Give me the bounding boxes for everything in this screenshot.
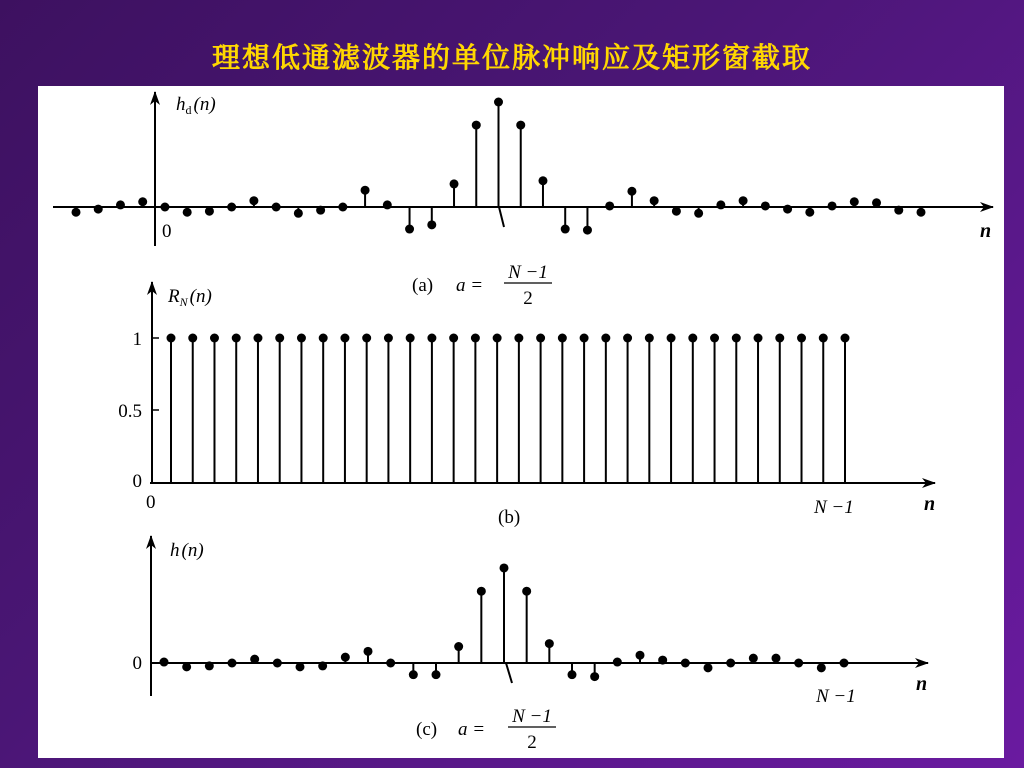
panel-a-point-16 bbox=[427, 220, 436, 229]
panel-c-point-19 bbox=[590, 672, 599, 681]
panel-b-point-6 bbox=[297, 334, 306, 343]
panel-b-point-14 bbox=[471, 334, 480, 343]
panel-a-center-tick bbox=[499, 207, 504, 227]
panel-a-point-0 bbox=[72, 208, 81, 217]
panel-a-point-36 bbox=[872, 198, 881, 207]
panel-c-ylabel-arg: (n) bbox=[181, 540, 204, 561]
panel-c-point-7 bbox=[318, 661, 327, 670]
panel-a-point-38 bbox=[917, 208, 926, 217]
panel-c-point-25 bbox=[726, 659, 735, 668]
panel-a-origin-label: 0 bbox=[162, 221, 172, 242]
panel-b-point-8 bbox=[340, 334, 349, 343]
panel-b-ytick-label-1: 1 bbox=[132, 329, 142, 350]
panel-a-point-32 bbox=[783, 205, 792, 214]
panel-b-point-2 bbox=[210, 334, 219, 343]
panel-a-point-15 bbox=[405, 225, 414, 234]
panel-a-ylabel-sub: d bbox=[185, 103, 192, 117]
panel-a-point-14 bbox=[383, 200, 392, 209]
panel-b-ytick-label-0: 0 bbox=[132, 471, 142, 492]
panel-a-point-26 bbox=[650, 196, 659, 205]
panel-a-point-24 bbox=[605, 201, 614, 210]
panel-b-point-20 bbox=[601, 334, 610, 343]
panel-b-point-12 bbox=[427, 334, 436, 343]
svg-text:RN(n) bbox=[167, 286, 212, 309]
svg-text:h(n) bbox=[170, 540, 204, 561]
panel-c-point-1 bbox=[182, 662, 191, 671]
figure-panel bbox=[38, 86, 1004, 758]
panel-b-point-15 bbox=[493, 334, 502, 343]
panel-a-point-25 bbox=[627, 187, 636, 196]
panel-b-point-17 bbox=[536, 334, 545, 343]
panel-b-point-27 bbox=[754, 334, 763, 343]
panel-a-point-1 bbox=[94, 205, 103, 214]
panel-c-caption-var: a = bbox=[458, 719, 486, 740]
panel-c-point-30 bbox=[840, 659, 849, 668]
panel-c-frac-den: 2 bbox=[527, 732, 537, 753]
panel-a-point-10 bbox=[294, 209, 303, 218]
panel-c-caption-tag: (c) bbox=[416, 719, 438, 740]
panel-b-origin-label: 0 bbox=[146, 492, 156, 513]
panel-b-point-16 bbox=[514, 334, 523, 343]
panel-a-xlabel: n bbox=[980, 220, 992, 242]
panel-c-point-21 bbox=[636, 651, 645, 660]
panel-a-point-3 bbox=[138, 197, 147, 206]
panel-c-point-18 bbox=[568, 670, 577, 679]
panel-b-point-1 bbox=[188, 334, 197, 343]
panel-a-point-27 bbox=[672, 207, 681, 216]
panel-c-point-6 bbox=[296, 662, 305, 671]
figure-svg bbox=[38, 86, 1004, 758]
panel-b-point-3 bbox=[232, 334, 241, 343]
panel-b bbox=[118, 282, 935, 528]
panel-a-point-31 bbox=[761, 201, 770, 210]
panel-a-point-34 bbox=[828, 201, 837, 210]
panel-a-ylabel-arg: (n) bbox=[193, 94, 216, 115]
panel-a-point-23 bbox=[583, 226, 592, 235]
panel-c-point-3 bbox=[228, 659, 237, 668]
panel-b-point-28 bbox=[775, 334, 784, 343]
panel-c-point-8 bbox=[341, 653, 350, 662]
panel-b-point-7 bbox=[319, 334, 328, 343]
panel-c-point-17 bbox=[545, 639, 554, 648]
panel-c-point-2 bbox=[205, 661, 214, 670]
panel-b-point-23 bbox=[667, 334, 676, 343]
panel-a-point-33 bbox=[805, 208, 814, 217]
panel-c bbox=[133, 536, 929, 753]
panel-c-point-15 bbox=[500, 563, 509, 572]
panel-a bbox=[53, 92, 993, 309]
panel-b-ylabel-main: R bbox=[168, 286, 180, 307]
panel-a-point-18 bbox=[472, 121, 481, 130]
panel-a-point-11 bbox=[316, 206, 325, 215]
panel-b-point-13 bbox=[449, 334, 458, 343]
panel-c-point-4 bbox=[250, 655, 259, 664]
panel-c-origin-label: 0 bbox=[132, 653, 142, 674]
panel-a-point-17 bbox=[450, 179, 459, 188]
panel-b-xlabel: n bbox=[924, 493, 936, 515]
panel-a-caption-var: a = bbox=[456, 275, 484, 296]
panel-b-point-29 bbox=[797, 334, 806, 343]
panel-c-center-tick bbox=[506, 663, 512, 683]
panel-c-point-26 bbox=[749, 654, 758, 663]
panel-b-point-11 bbox=[406, 334, 415, 343]
panel-b-point-9 bbox=[362, 334, 371, 343]
panel-b-point-10 bbox=[384, 334, 393, 343]
panel-a-point-2 bbox=[116, 200, 125, 209]
panel-c-point-29 bbox=[817, 663, 826, 672]
panel-a-point-4 bbox=[160, 203, 169, 212]
panel-c-point-0 bbox=[160, 658, 169, 667]
panel-b-point-5 bbox=[275, 334, 284, 343]
panel-c-point-27 bbox=[772, 654, 781, 663]
panel-a-point-12 bbox=[338, 203, 347, 212]
panel-b-point-4 bbox=[253, 334, 262, 343]
panel-c-point-28 bbox=[794, 659, 803, 668]
svg-text:hd(n) bbox=[176, 94, 216, 117]
panel-b-ylabel-sub: N bbox=[179, 295, 188, 309]
panel-c-point-5 bbox=[273, 659, 282, 668]
panel-b-point-0 bbox=[167, 334, 176, 343]
panel-a-point-9 bbox=[272, 203, 281, 212]
panel-a-point-6 bbox=[205, 207, 214, 216]
panel-c-point-23 bbox=[681, 659, 690, 668]
panel-b-stems bbox=[167, 334, 850, 484]
panel-b-point-19 bbox=[580, 334, 589, 343]
panel-c-point-14 bbox=[477, 587, 486, 596]
panel-c-point-9 bbox=[364, 647, 373, 656]
panel-c-point-11 bbox=[409, 670, 418, 679]
panel-a-point-19 bbox=[494, 98, 503, 107]
panel-a-point-35 bbox=[850, 197, 859, 206]
panel-a-frac-num: N −1 bbox=[508, 262, 548, 283]
panel-c-point-24 bbox=[704, 663, 713, 672]
panel-c-point-10 bbox=[386, 659, 395, 668]
panel-c-frac-num: N −1 bbox=[512, 706, 552, 727]
panel-a-frac-den: 2 bbox=[523, 288, 533, 309]
panel-a-point-7 bbox=[227, 203, 236, 212]
panel-c-xlabel: n bbox=[916, 673, 928, 695]
panel-b-ytick-label-05: 0.5 bbox=[118, 401, 142, 422]
panel-c-point-12 bbox=[432, 670, 441, 679]
panel-b-point-24 bbox=[688, 334, 697, 343]
panel-b-point-30 bbox=[819, 334, 828, 343]
panel-a-point-20 bbox=[516, 121, 525, 130]
panel-a-point-21 bbox=[538, 176, 547, 185]
panel-b-point-22 bbox=[645, 334, 654, 343]
panel-b-ylabel-arg: (n) bbox=[189, 286, 212, 307]
panel-a-point-37 bbox=[894, 206, 903, 215]
panel-c-end-label: N −1 bbox=[816, 686, 856, 707]
panel-a-point-13 bbox=[361, 186, 370, 195]
panel-c-ylabel-main: h bbox=[170, 540, 180, 561]
panel-b-point-26 bbox=[732, 334, 741, 343]
panel-b-point-25 bbox=[710, 334, 719, 343]
panel-a-point-5 bbox=[183, 208, 192, 217]
panel-b-point-18 bbox=[558, 334, 567, 343]
panel-b-caption-tag: (b) bbox=[498, 507, 521, 528]
panel-b-point-21 bbox=[623, 334, 632, 343]
panel-c-point-13 bbox=[454, 642, 463, 651]
panel-b-point-31 bbox=[841, 334, 850, 343]
panel-a-ylabel-main: h bbox=[176, 94, 186, 115]
panel-a-point-8 bbox=[249, 196, 258, 205]
panel-b-end-label: N −1 bbox=[814, 497, 854, 518]
panel-c-point-20 bbox=[613, 658, 622, 667]
panel-a-stems bbox=[72, 98, 926, 235]
panel-a-point-28 bbox=[694, 209, 703, 218]
panel-a-caption-tag: (a) bbox=[412, 275, 434, 296]
slide-title: 理想低通滤波器的单位脉冲响应及矩形窗截取 bbox=[211, 41, 812, 74]
panel-c-point-16 bbox=[522, 587, 531, 596]
panel-a-point-30 bbox=[739, 196, 748, 205]
panel-c-point-22 bbox=[658, 656, 667, 665]
panel-a-point-29 bbox=[716, 200, 725, 209]
panel-a-point-22 bbox=[561, 225, 570, 234]
